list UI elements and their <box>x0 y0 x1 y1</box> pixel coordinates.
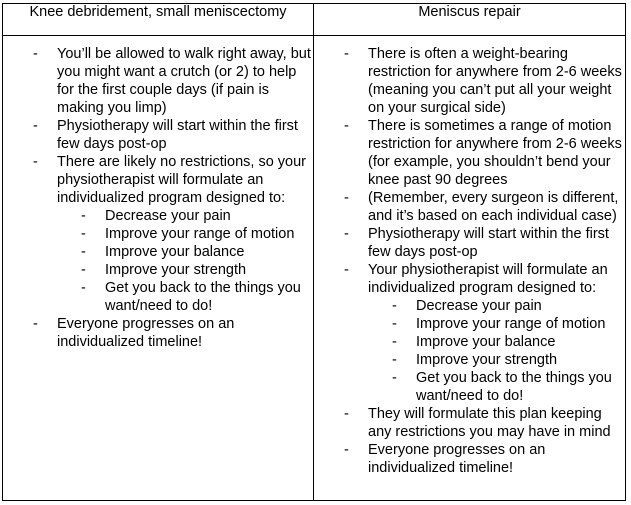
bullet-dash: - <box>392 334 397 350</box>
sub-list-item <box>3 207 313 225</box>
bullet-dash: - <box>81 226 86 242</box>
bullet-dash: - <box>81 262 86 278</box>
bullet-dash: - <box>344 226 349 242</box>
bullet-dash: - <box>344 262 349 278</box>
bullet-dash: - <box>81 208 86 224</box>
bullet-dash: - <box>392 298 397 314</box>
sub-list-item-text: Get you back to the things you want/need to do! <box>416 370 612 404</box>
bullet-dash: - <box>81 244 86 260</box>
bullet-dash: - <box>392 316 397 332</box>
list-item <box>314 441 625 477</box>
list-item-text: There is often a weight-bearing restriction for anywhere from 2-6 weeks (meaning you can’t put all your weight on your surgical side) <box>368 46 622 116</box>
list-item <box>314 117 625 189</box>
sub-list-item-text: Improve your strength <box>105 262 247 278</box>
meniscus-repair-list <box>314 36 625 477</box>
list-item-text: (Remember, every surgeon is different, and it’s based on each individual case) <box>368 190 619 224</box>
bullet-dash: - <box>344 46 349 62</box>
sub-list-item-text: Decrease your pain <box>105 208 231 224</box>
list-item-text: You’ll be allowed to walk right away, but you might want a crutch (or 2) to help for the first couple days (if pain is making you limp) <box>57 46 311 116</box>
sub-list-item-text: Get you back to the things you want/need to do! <box>105 280 301 314</box>
bullet-dash: - <box>344 118 349 134</box>
bullet-dash: - <box>33 118 38 134</box>
sub-list-item-text: Improve your range of motion <box>105 226 295 242</box>
sub-list-item-text: Improve your range of motion <box>416 316 606 332</box>
bullet-dash: - <box>344 406 349 422</box>
list-item <box>314 261 625 405</box>
list-item-text: Everyone progresses on an individualized timeline! <box>57 316 235 350</box>
bullet-dash: - <box>33 46 38 62</box>
header-row <box>3 4 626 36</box>
list-item-text: Physiotherapy will start within the first few days post-op <box>57 118 298 152</box>
list-item <box>3 117 313 153</box>
sub-list-item-text: Improve your strength <box>416 352 558 368</box>
bullet-dash: - <box>392 370 397 386</box>
list-item-text: Your physiotherapist will formulate an individualized program designed to: <box>368 262 608 296</box>
sub-list-item <box>3 243 313 261</box>
sub-list-item <box>314 297 625 315</box>
list-item <box>314 225 625 261</box>
list-item-text: Everyone progresses on an individualized timeline! <box>368 442 546 476</box>
sub-list-item <box>3 261 313 279</box>
meniscus-repair-cell <box>314 36 626 501</box>
sub-list-item-text: Decrease your pain <box>416 298 542 314</box>
list-item <box>314 189 625 225</box>
program-goals-list <box>3 207 313 315</box>
list-item <box>314 405 625 441</box>
list-item <box>314 45 625 117</box>
debridement-list <box>3 36 313 351</box>
content-row <box>3 36 626 501</box>
bullet-dash: - <box>344 190 349 206</box>
list-item-text: There is sometimes a range of motion restriction for anywhere from 2-6 weeks (for example, you shouldn’t bend your knee past 90 degrees <box>368 118 622 188</box>
list-item-text: Physiotherapy will start within the first few days post-op <box>368 226 609 260</box>
sub-list-item <box>3 279 313 315</box>
bullet-dash: - <box>33 154 38 170</box>
list-item-text: They will formulate this plan keeping any restrictions you may have in mind <box>368 406 611 440</box>
list-item <box>3 153 313 315</box>
list-item <box>3 45 313 117</box>
debridement-cell <box>3 36 314 501</box>
comparison-table <box>2 3 626 501</box>
bullet-dash: - <box>81 280 86 296</box>
sub-list-item-text: Improve your balance <box>416 334 556 350</box>
list-item <box>3 315 313 351</box>
program-goals-list <box>314 297 625 405</box>
bullet-dash: - <box>33 316 38 332</box>
list-item-text: There are likely no restrictions, so your physiotherapist will formulate an individualized program designed to: <box>57 154 307 206</box>
sub-list-item <box>314 333 625 351</box>
sub-list-item-text: Improve your balance <box>105 244 245 260</box>
sub-list-item <box>3 225 313 243</box>
sub-list-item <box>314 351 625 369</box>
bullet-dash: - <box>392 352 397 368</box>
sub-list-item <box>314 369 625 405</box>
column-header-meniscus-repair: Meniscus repair <box>314 4 626 36</box>
sub-list-item <box>314 315 625 333</box>
bullet-dash: - <box>344 442 349 458</box>
column-header-debridement: Knee debridement, small meniscectomy <box>3 4 314 36</box>
